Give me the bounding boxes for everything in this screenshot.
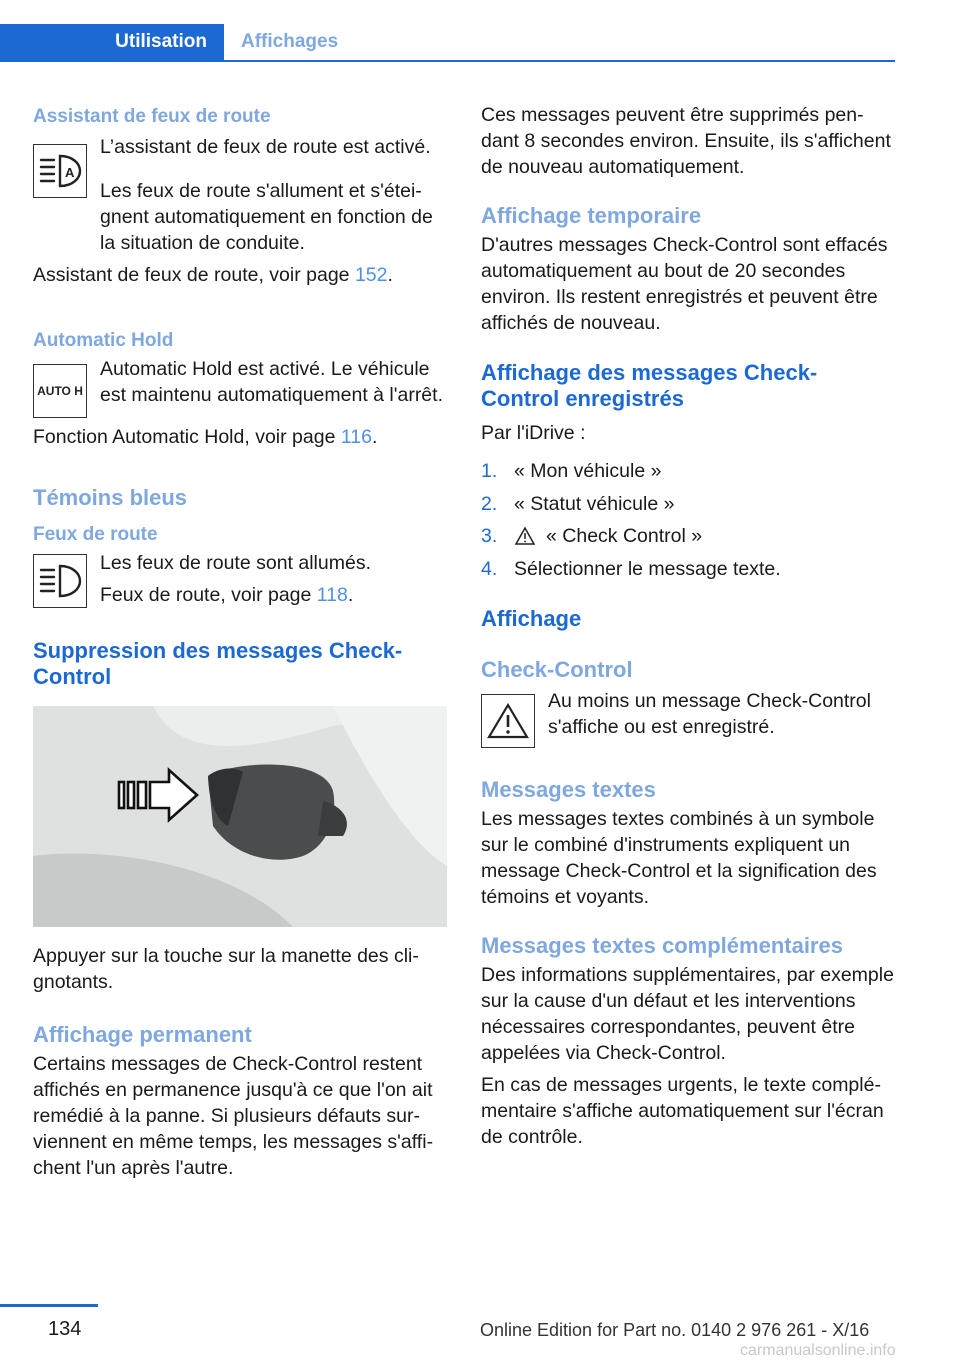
section-text-messages-heading: Messages textes [481,776,656,802]
idrive-steps-list [481,458,895,582]
section-temporary-display-heading: Affichage temporaire [481,203,702,228]
high-beam-ref: Feux de route, voir page 118. [100,584,354,606]
idrive-instruction: Par l'iDrive : [481,422,586,444]
suppress-messages-desc: Appuyer sur la touche sur la manette des clignotants. [33,945,419,993]
automatic-hold-block [33,356,447,418]
section-permanent-display-heading: Affichage permanent [33,1022,252,1047]
section-display-heading: Affichage [481,605,582,631]
page-link-118[interactable]: 118 [316,584,348,606]
right-column [481,100,895,1150]
high-beam-assistant-paragraph: Les feux de route s'allument et s'éteignent automatiquement en fonction de la situation de conduite. [100,180,433,254]
section-supplementary-texts-heading: Messages textes complémentaires [481,932,843,958]
section-blue-indicators-heading: Témoins bleus [33,485,188,510]
section-stored-messages-heading: Affichage des messages Check-Control enregistrés [481,360,818,411]
tab-affichages[interactable]: Affichages [241,31,339,52]
warning-triangle-icon [514,523,536,549]
list-item: 2. « Statut véhicule » [481,492,675,515]
edition-text: Online Edition for Part no. 0140 2 976 261 - X/16 [480,1320,870,1340]
high-beam-assistant-ref: Assistant de feux de route, voir page 152. [33,264,393,286]
list-item: 3. « Check Control » [481,525,703,547]
section-automatic-hold-title: Automatic Hold [33,330,174,351]
section-check-control-heading: Check-Control [481,656,633,682]
auto-hold-icon: AUTO H [33,364,87,418]
section-high-beam-assistant-title: Assistant de feux de route [33,106,271,127]
permanent-display-desc: Certains messages de Check-Control restent affichés en permanence jusqu'à ce que l'on ait remédié à la panne. Si plusieurs défauts surviennent en même temps, les messages s'affichent l'un après l'autre. [33,1053,434,1179]
page-link-116[interactable]: 116 [340,426,372,448]
supplementary-texts-desc: Des informations supplémentaires, par exemple sur la cause d'un défaut et les interventions nécessaires correspondantes, peuvent être appelées via Check-Control. [481,963,894,1064]
check-control-desc: Au moins un message Check-Control s'affiche ou est enregistré. [548,689,871,738]
high-beam-icon [33,554,87,608]
section-suppress-messages-heading: Suppression des messages Check-Control [33,638,403,689]
footer-divider [0,1304,98,1307]
left-column [33,100,447,1181]
tab-utilisation[interactable]: Utilisation [0,24,224,60]
page-number: 134 [48,1318,82,1340]
urgent-messages-desc: En cas de messages urgents, le texte complémentaire s'affiche automatiquement sur l'écran de contrôle. [481,1073,884,1148]
page-link-152[interactable]: 152 [354,264,388,286]
high-beam-status: Les feux de route sont allumés. [100,552,371,574]
automatic-hold-desc: Automatic Hold est activé. Le véhicule est maintenu automatiquement à l'arrêt. [100,358,443,406]
text-messages-desc: Les messages textes combinés à un symbole sur le combiné d'instruments expliquent un message Check-Control et la signification des témoins et voyants. [481,807,877,908]
high-beam-assistant-status: L’assistant de feux de route est activé. [100,136,431,158]
high-beam-block [33,550,447,608]
list-item: 4. Sélectionner le message texte. [481,557,781,580]
header-divider [0,60,895,62]
automatic-hold-ref: Fonction Automatic Hold, voir page 116. [33,426,378,448]
header-tabs [0,24,895,62]
temporary-display-desc: D'autres messages Check-Control sont effacés automatiquement au bout de 20 secondes environ. Ils restent enregistrés et peuvent être affichés de nouveau. [481,234,888,334]
suppress-duration-desc: Ces messages peuvent être supprimés pendant 8 secondes environ. Ensuite, ils s'affichent de nouveau automatiquement. [481,104,891,178]
svg-text:A: A [65,165,75,180]
section-high-beam-title: Feux de route [33,524,158,545]
watermark: carmanualsonline.info [740,1342,896,1359]
high-beam-assistant-icon [33,144,87,198]
list-item: 1. « Mon véhicule » [481,460,662,482]
check-control-block [481,688,895,748]
check-control-warning-icon [481,694,535,748]
turn-signal-lever-photo [33,706,447,927]
